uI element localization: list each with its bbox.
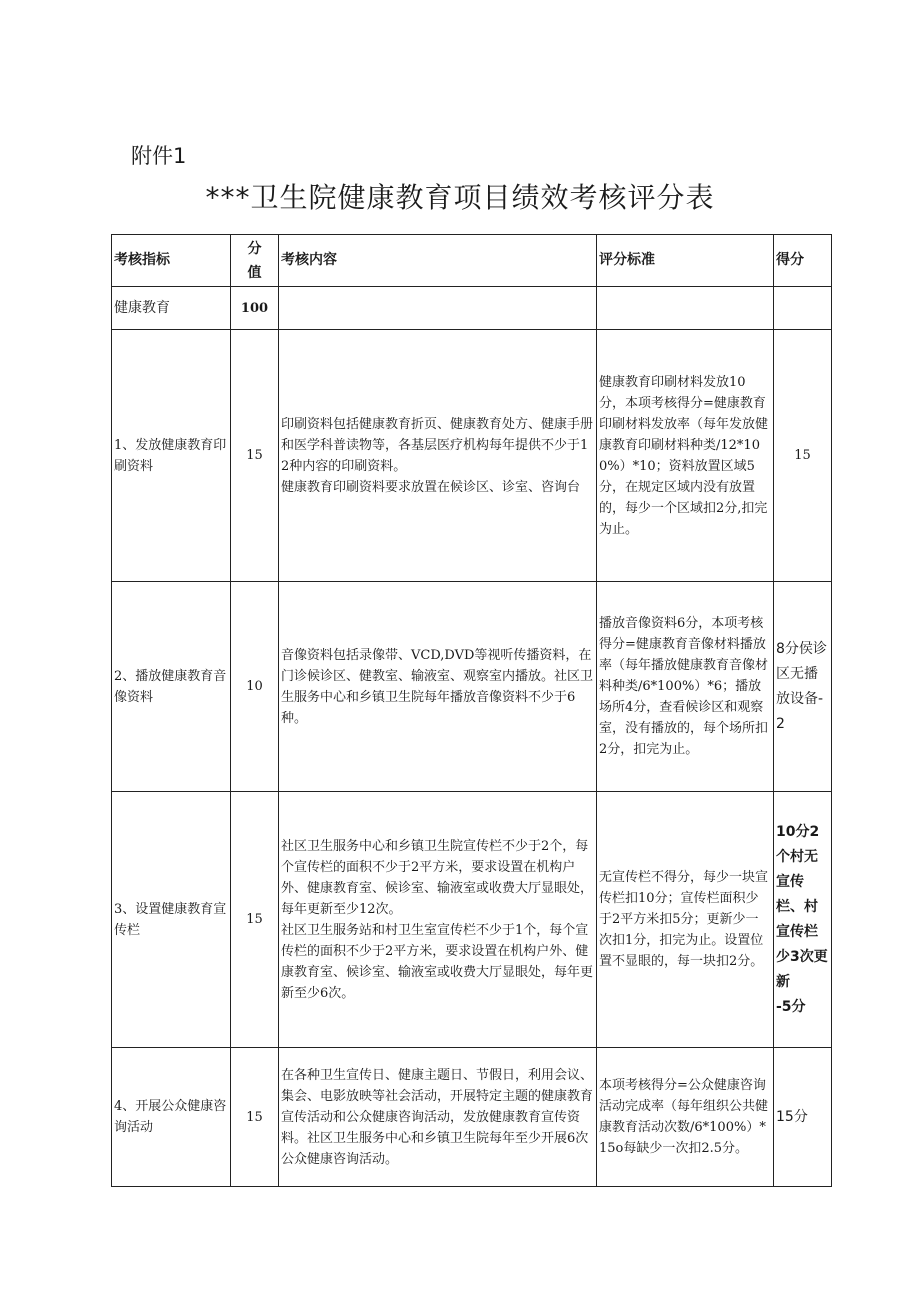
evaluation-table [111, 234, 832, 1187]
row-value: 10 [231, 582, 279, 792]
row-score: 8分侯诊区无播放设备-2 [774, 582, 832, 792]
category-row [112, 287, 832, 330]
category-score [774, 287, 832, 330]
category-criteria [597, 287, 774, 330]
row-value: 15 [231, 330, 279, 582]
row-score: 15 [774, 330, 832, 582]
row-indicator: 3、设置健康教育宣传栏 [112, 792, 231, 1048]
row-score: 10分2个村无宣传栏、村宣传栏少3次更新 -5分 [774, 792, 832, 1048]
header-indicator: 考核指标 [112, 235, 231, 287]
row-indicator: 1、发放健康教育印刷资料 [112, 330, 231, 582]
header-content: 考核内容 [279, 235, 597, 287]
table-row [112, 582, 832, 792]
row-criteria: 播放音像资料6分，本项考核得分=健康教育音像材料播放率（每年播放健康教育音像材料种类/6*100%）*6；播放场所4分，查看候诊区和观察室，没有播放的，每个场所扣2分，扣完为止。 [597, 582, 774, 792]
row-content: 音像资料包括录像带、VCD,DVD等视听传播资料，在门诊候诊区、健教室、输液室、观察室内播放。社区卫生服务中心和乡镇卫生院每年播放音像资料不少于6种。 [279, 582, 597, 792]
row-criteria: 健康教育印刷材料发放10分，本项考核得分=健康教育印刷材料发放率（每年发放健康教育印刷材料种类/12*100%）*10；资料放置区域5分，在规定区域内没有放置的，每少一个区域扣2分,扣完为止。 [597, 330, 774, 582]
category-content [279, 287, 597, 330]
category-name: 健康教育 [112, 287, 231, 330]
row-content: 社区卫生服务中心和乡镇卫生院宣传栏不少于2个，每个宣传栏的面积不少于2平方米，要求设置在机构户外、健康教育室、候诊室、输液室或收费大厅显眼处，每年更新至少12次。 社区卫生服务站和村卫生室宣传栏不少于1个，每个宣传栏的面积不少于2平方米，要求设置在机构户外、健康教育室、候诊室、输液室或收费大厅显眼处，每年更新至少6次。 [279, 792, 597, 1048]
row-value: 15 [231, 1048, 279, 1187]
table-row [112, 792, 832, 1048]
row-criteria: 本项考核得分=公众健康咨询活动完成率（每年组织公共健康教育活动次数/6*100%）*15o每缺少一次扣2.5分。 [597, 1048, 774, 1187]
header-criteria: 评分标准 [597, 235, 774, 287]
row-value: 15 [231, 792, 279, 1048]
row-score: 15分 [774, 1048, 832, 1187]
page-title: ***卫生院健康教育项目绩效考核评分表 [205, 181, 715, 214]
row-criteria: 无宣传栏不得分，每少一块宣传栏扣10分；宣传栏面积少于2平方米扣5分；更新少一次扣1分，扣完为止。设置位置不显眼的，每一块扣2分。 [597, 792, 774, 1048]
table-row [112, 1048, 832, 1187]
row-content: 在各种卫生宣传日、健康主题日、节假日，利用会议、集会、电影放映等社会活动，开展特定主题的健康教育宣传活动和公众健康咨询活动，发放健康教育宣传资料。社区卫生服务中心和乡镇卫生院每年至少开展6次公众健康咨询活动。 [279, 1048, 597, 1187]
category-value: 100 [231, 287, 279, 330]
row-content: 印刷资料包括健康教育折页、健康教育处方、健康手册和医学科普读物等，各基层医疗机构每年提供不少于12种内容的印刷资料。 健康教育印刷资料要求放置在候诊区、诊室、咨询台 [279, 330, 597, 582]
row-indicator: 2、播放健康教育音像资料 [112, 582, 231, 792]
header-score: 得分 [774, 235, 832, 287]
attachment-label: 附件1 [131, 144, 187, 168]
table-row [112, 330, 832, 582]
row-indicator: 4、开展公众健康咨询活动 [112, 1048, 231, 1187]
table-header-row [112, 235, 832, 287]
header-value: 分 值 [231, 235, 279, 287]
